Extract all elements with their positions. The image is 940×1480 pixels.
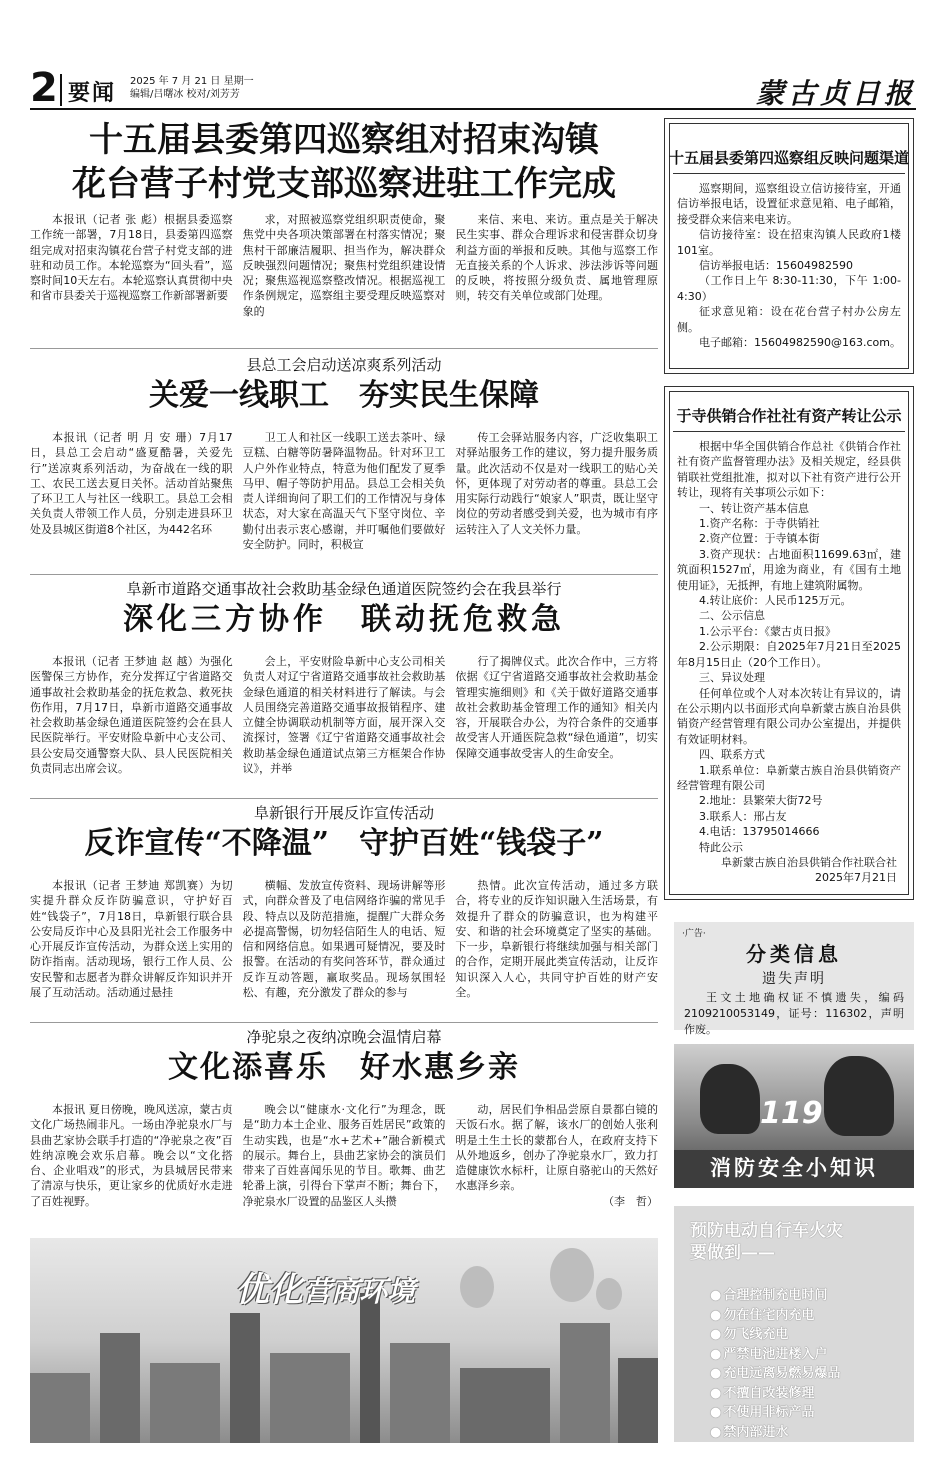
article1-headline-line2: 花台营子村党支部巡察进驻工作完成	[72, 164, 616, 204]
article1-col1: 本报讯（记者 张 彪）根据县委巡察工作统一部署，7月18日，县委第四巡察组完成对招束沟镇花台营子村党支部的进驻和动员工作。本轮巡察为“回头看”，巡察时间10天左右。本轮巡察认真贯彻中央和省市县委关于巡视巡察工作新部署新要	[30, 213, 233, 303]
article2-body	[30, 430, 658, 570]
section-name: 要闻	[68, 80, 117, 106]
box1-title: 十五届县委第四巡察组反映问题渠道	[668, 149, 909, 167]
tips-title-line1: 预防电动自行车火灾	[690, 1221, 843, 1241]
date-line	[130, 75, 254, 101]
box2-p14: 2.地址：县繁荣大街72号	[699, 794, 823, 808]
box2-p2: 一、转让资产基本信息	[699, 501, 809, 515]
article3-col1: 本报讯（记者 王梦迪 赵 越）为强化医警保三方协作，充分发挥辽宁省道路交通事故社会救助基金的抚危救急、救死扶伤作用，7月17日，阜新市道路交通事故社会救助基金绿色通道医院签约会在县人民医院举行。平安财险阜新中心支公司、县公安局交通警察大队、县人民医院相关负责同志出席会议。	[30, 655, 233, 776]
box2-body	[677, 439, 901, 886]
box1-p5: 征求意见箱：设在花台营子村办公房左侧。	[677, 305, 901, 334]
fire-number: 119	[760, 1096, 823, 1131]
box1-p1: 巡察期间，巡察组设立信访接待室，开通信访举报电话，设置征求意见箱、电子邮箱，接受群众来信来电来访。	[677, 182, 901, 226]
article3-col2: 会上，平安财险阜新中心支公司相关负责人对辽宁省道路交通事故社会救助基金绿色通道的相关材料进行了解读。与会人员围绕完善道路交通事故报销程序、建立健全协调联动机制等方面，展开深入交流探讨，签署《辽宁省道路交通事故社会救助基金绿色通道试点第三方框架合作协议》，并举	[242, 655, 446, 776]
divider	[30, 798, 658, 799]
building-shape	[460, 1368, 550, 1443]
balloon-shape	[596, 1278, 622, 1310]
article5-headline: 文化添喜乐 好水惠乡亲	[168, 1050, 520, 1085]
article1-col2: 求，对照被巡察党组织职责使命，聚焦党中央各项决策部署在村落实情况；聚焦村干部廉洁履职、担当作为，解决群众反映强烈问题情况；聚焦村党组织建设情况；聚焦巡视巡察整改情况。根据巡视工作条例规定，巡察组主要受理反映巡察对象的	[242, 213, 446, 318]
building-shape	[618, 1358, 658, 1443]
box2-p4: 2.资产位置：于寺镇本街	[699, 532, 820, 546]
lost-notice-title: 遗失声明	[762, 971, 826, 987]
article5-kicker: 净驼泉之夜纳凉晚会温情启幕	[246, 1028, 442, 1046]
box2-title: 于寺供销合作社社有资产转让公示	[676, 407, 902, 425]
article5-col1: 本报讯 夏日傍晚，晚风送凉，蒙古贞文化广场热闹非凡。一场由净驼泉水厂与县曲艺家协会联手打造的“净驼泉之夜”百姓纳凉晚会欢乐启幕。晚会以“文化搭台、企业唱戏”的形式，为县城居民带来了清凉与快乐，更让家乡的优质好水走进了百姓视野。	[30, 1103, 233, 1208]
tips-list-item: ● 勿在住宅内充电	[710, 1306, 840, 1326]
tips-title	[690, 1220, 843, 1264]
article3-col3: 行了揭牌仪式。此次合作中，三方将依据《辽宁省道路交通事故社会救助基金管理实施细则》和《关于做好道路交通事故社会救助基金管理工作的通知》相关内容，开展联合办公，为符合条件的交通事故受害人开通医院急救“绿色通道”，切实保障交通事故受害人的生命安全。	[455, 655, 659, 760]
banner-title-main: 营商环境	[303, 1275, 416, 1308]
box2-title-rule	[673, 431, 905, 432]
firefighter-figure	[700, 1064, 760, 1134]
ad-tag: ·广告·	[682, 929, 706, 939]
article1-body	[30, 212, 658, 342]
masthead	[30, 65, 916, 111]
article2-col1: 本报讯（记者 明 月 安 珊）7月17日，县总工会启动“盛夏酷暑，关爱先行”送凉爽系列活动，为奋战在一线的职工、农民工送去夏日关怀。活动首站聚焦了环卫工人与社区一线职工。县总工会相关负责人带领工作人员，分别走进县环卫处及县城区街道8个社区，为442名环	[30, 431, 233, 536]
firefighter-figure	[824, 1056, 894, 1136]
article3-headline: 深化三方协作 联动抚危救急	[123, 602, 565, 637]
building-shape	[30, 1373, 90, 1443]
editors: 编辑/吕曙冰 校对/刘芳芳	[130, 89, 240, 100]
article5-body	[30, 1102, 658, 1230]
business-environment-banner	[30, 1238, 658, 1443]
box2-p9: 2.公示期限：自2025年7月21日至2025年8月15日止（20个工作日）。	[677, 640, 901, 669]
article2-col2: 卫工人和社区一线职工送去茶叶、绿豆糕、白糖等防暑降温物品。针对环卫工人户外作业特点，特意为他们配发了夏季马甲、帽子等防护用品。县总工会相关负责人详细询问了职工们的工作情况与身体状态，对大家在高温天气下坚守岗位、辛勤付出表示衷心感谢，并叮嘱他们要做好安全防护。同时，积极宣	[242, 431, 446, 552]
building-shape	[270, 1353, 350, 1443]
building-shape	[230, 1313, 260, 1443]
ebike-fire-tips	[674, 1206, 914, 1442]
article2-kicker: 县总工会启动送凉爽系列活动	[246, 356, 442, 374]
tips-list	[710, 1286, 840, 1442]
building-shape	[100, 1333, 140, 1443]
tips-list-item: ● 勿飞线充电	[710, 1325, 840, 1345]
tips-title-line2: 要做到——	[690, 1243, 775, 1263]
box1-p3: 信访举报电话：15604982590	[699, 259, 853, 273]
box2-p6: 4.转让底价：人民币125万元。	[699, 594, 852, 608]
box2-p1: 根据中华全国供销合作总社《供销合作社社有资产监督管理办法》及相关规定，经县供销联社党组批准，拟对以下社有资产进行公开转让，现将有关事项公示如下：	[677, 440, 901, 500]
box2-p13: 1.联系单位：阜新蒙古族自治县供销资产经营管理有限公司	[677, 763, 901, 792]
box1-p6: 电子邮箱：15604982590@163.com。	[699, 336, 901, 350]
box2-p3: 1.资产名称：于寺供销社	[699, 517, 820, 531]
classified-title: 分类信息	[746, 942, 842, 966]
fire-safety-image	[674, 1044, 914, 1188]
lost-notice-text: 王文土地确权证不慎遗失，编码2109210053149，证号：116302，声明作废。	[684, 991, 904, 1036]
tips-list-item: ● 严禁电池进楼入户	[710, 1345, 840, 1365]
tips-list-item: ● 充电远离易燃易爆品	[710, 1364, 840, 1384]
tips-list-item: ● 合理控制充电时间	[710, 1286, 840, 1306]
tower-shape	[360, 1293, 380, 1443]
tips-list-item: ● 不使用非标产品	[710, 1403, 840, 1423]
balloon-shape	[550, 1248, 594, 1302]
paper-name: 蒙古贞日报	[755, 77, 916, 110]
box2-p10: 三、异议处理	[699, 671, 765, 685]
article2-col3: 传工会驿站服务内容，广泛收集职工对驿站服务工作的建议，努力提升服务质量。此次活动不仅是对一线职工的贴心关怀，更体现了对劳动者的尊重。县总工会用实际行动践行“娘家人”职责，既让坚守岗位的劳动者感受到关爱，也为城市有序运转注入了人文关怀力量。	[455, 431, 659, 536]
box2-p16: 4.电话：13795014666	[699, 825, 820, 839]
article5-author: （李 哲）	[603, 1194, 659, 1208]
box2-p11: 任何单位或个人对本次转让有异议的，请在公示期内以书面形式向阜新蒙古族自治县供销资产经营管理有限公司办公室提出，并提供有效证明材料。	[677, 686, 901, 746]
article4-col3: 热情。此次宣传活动，通过多方联合，将专业的反诈知识融入生活场景，有效提升了群众的防骗意识，也为构建平安、和谐的社会环境奠定了坚实的基础。下一步，阜新银行将继续加强与相关部门的合作，定期开展此类宣传活动，让反诈知识深入人心，共同守护百姓的财产安全。	[455, 879, 659, 1000]
tips-list-item: ● 不擅自改装修理	[710, 1384, 840, 1404]
article3-kicker: 阜新市道路交通事故社会救助基金绿色通道医院签约会在我县举行	[126, 580, 562, 598]
article1-headline-line1: 十五届县委第四巡察组对招束沟镇	[89, 120, 599, 160]
box1-p2: 信访接待室：设在招束沟镇人民政府1楼101室。	[677, 228, 901, 257]
article5-col2: 晚会以“健康水·文化行”为理念，既是“助力本土企业、服务百姓居民”政策的生动实践，也是“水+艺术+”融合新模式的展示。舞台上，县曲艺家协会的演员们带来了百姓喜闻乐见的节目。歌舞、曲艺轮番上演，引得台下掌声不断；舞台下，净驼泉水厂设置的品鉴区人头攒	[242, 1103, 446, 1208]
box2-p15: 3.联系人：邢占友	[699, 809, 787, 823]
banner-title	[235, 1262, 415, 1311]
page-number: 2	[30, 65, 58, 111]
article1-col3: 来信、来电、来访。重点是关于解决民生实事、群众合理诉求和侵害群众切身利益方面的举报和反映。其他与巡察工作无直接关系的个人诉求、涉法涉诉等问题的反映，将按照分级负责、属地管理原则，转交有关单位或部门处理。	[455, 213, 659, 303]
article4-col1: 本报讯（记者 王梦迪 郑凯赛）为切实提升群众反诈防骗意识，守护好百姓“钱袋子”，7月18日，阜新银行联合县公安局反诈中心及县阳光社会工作服务中心开展反诈宣传活动，为群众送上实用的防诈指南。活动现场，银行工作人员、公安民警和志愿者为群众讲解反诈知识并开展了互动活动。活动通过悬挂	[30, 879, 233, 1000]
asset-transfer-notice-box	[664, 386, 914, 900]
article4-kicker: 阜新银行开展反诈宣传活动	[253, 804, 434, 822]
box2-p12: 四、联系方式	[699, 748, 765, 762]
article4-headline: 反诈宣传“不降温” 守护百姓“钱袋子”	[84, 826, 604, 861]
fire-safety-title: 消防安全小知识	[710, 1156, 878, 1180]
box2-p17: 特此公示	[699, 840, 743, 854]
article5-col3-text: 动，居民们争相品尝原自景都白镜的天饭石水。据了解，该水厂的创始人张利明是土生土长的蒙都台人，在政府支持下从外地返乡，创办了净驼泉水厂，致力打造健康饮水标杆，让原自骆驼山的天然好水惠泽乡亲。	[455, 1103, 659, 1193]
box1-body	[677, 181, 901, 350]
article4-body	[30, 878, 658, 1018]
masthead-separator	[60, 74, 62, 106]
divider	[30, 1022, 658, 1023]
box2-p8: 1.公示平台：《蒙古贞日报》	[699, 624, 836, 638]
box1-title-rule	[673, 173, 905, 174]
divider	[30, 348, 658, 349]
article2-headline: 关爱一线职工 夯实民生保障	[149, 378, 539, 413]
classified-ad	[674, 922, 914, 1036]
article3-body	[30, 654, 658, 794]
article5-col3	[455, 1102, 658, 1230]
box2-signature: 阜新蒙古族自治县供销合作社联合社	[721, 855, 897, 869]
box2-p5: 3.资产现状：占地面积11699.63㎡，建筑面积1527㎡，用途为商业，有《国有土地使用证》，无抵押，有地上建筑附属物。	[677, 547, 901, 592]
building-shape	[560, 1323, 610, 1443]
box2-date: 2025年7月21日	[815, 871, 897, 885]
article1-headline	[30, 118, 658, 206]
divider	[30, 574, 658, 575]
tips-list-item: ● 禁内部进水	[710, 1423, 840, 1443]
box2-p7: 二、公示信息	[699, 609, 765, 623]
box1-p4: （工作日上午 8:30-11:30，下午 1:00-4:30）	[677, 274, 901, 303]
balloon-shape	[460, 1266, 494, 1308]
building-shape	[390, 1343, 450, 1443]
inspection-channels-box	[664, 118, 914, 374]
issue-date: 2025 年 7 月 21 日 星期一	[130, 76, 254, 87]
article4-col2: 横幅、发放宣传资料、现场讲解等形式，向群众普及了电信网络诈骗的常见手段、特点以及防范措施，提醒广大群众务必提高警惕，切勿轻信陌生人的电话、短信和网络信息。如果遇可疑情况，要及时报警。在活动的有奖问答环节，群众通过反诈互动答题，赢取奖品。现场氛围轻松、有趣，充分激发了群众的参与	[242, 879, 446, 1000]
banner-title-prefix: 优化	[235, 1270, 303, 1310]
building-shape	[150, 1363, 220, 1443]
